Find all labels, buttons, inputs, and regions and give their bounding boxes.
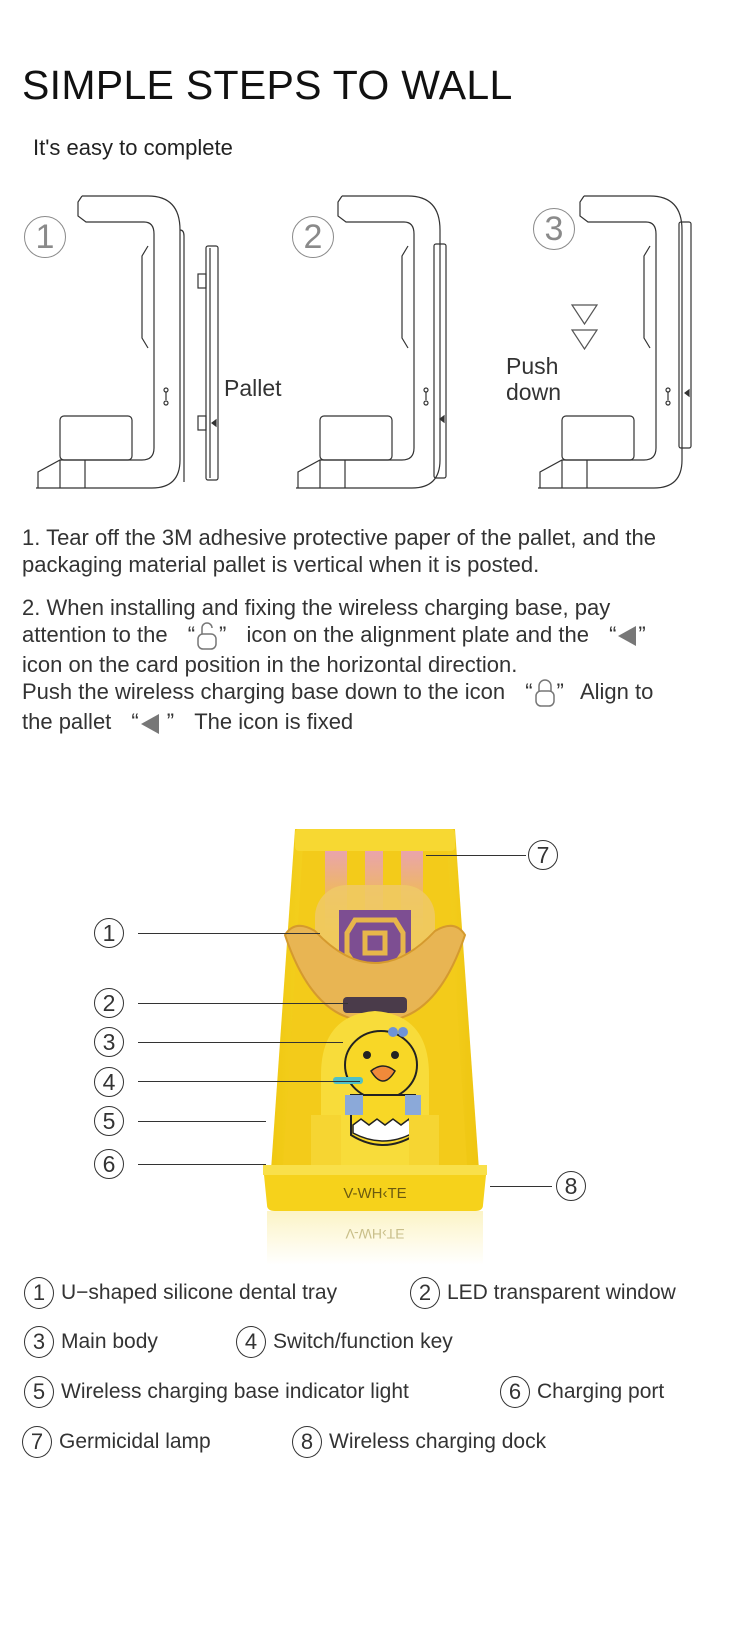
callout-line-7 bbox=[426, 855, 526, 856]
instruction-2-line-1: 2. When installing and fixing the wireless charging base, pay bbox=[22, 595, 611, 620]
step-diagrams bbox=[0, 190, 750, 495]
callout-line-2 bbox=[138, 1003, 348, 1004]
quote: ” bbox=[638, 622, 646, 647]
instruction-2-line-5 bbox=[22, 708, 732, 735]
legend-label: Wireless charging dock bbox=[329, 1430, 547, 1453]
legend-number: 4 bbox=[236, 1326, 266, 1358]
legend-item-8 bbox=[292, 1426, 546, 1458]
legend-label: Switch/function key bbox=[273, 1330, 453, 1353]
callout-1: 1 bbox=[94, 918, 124, 948]
instruction-2-line-2 bbox=[22, 621, 732, 651]
text: attention to the bbox=[22, 622, 168, 647]
pallet-label: Pallet bbox=[224, 375, 282, 401]
text: icon on the alignment plate and the bbox=[246, 622, 589, 647]
callout-line-1 bbox=[138, 933, 320, 934]
legend-label: Wireless charging base indicator light bbox=[61, 1380, 409, 1403]
quote: ” bbox=[166, 709, 175, 735]
step-number-2: 2 bbox=[292, 216, 334, 258]
legend-number: 6 bbox=[500, 1376, 530, 1408]
legend-label: Germicidal lamp bbox=[59, 1430, 211, 1453]
page-title: SIMPLE STEPS TO WALL bbox=[22, 62, 513, 108]
push-down-line-2: down bbox=[506, 379, 561, 405]
callout-line-8 bbox=[490, 1186, 552, 1187]
legend-label: U−shaped silicone dental tray bbox=[61, 1281, 338, 1304]
left-triangle-icon bbox=[139, 712, 161, 736]
callout-3: 3 bbox=[94, 1027, 124, 1057]
callout-7: 7 bbox=[528, 840, 558, 870]
instruction-1-line-1: 1. Tear off the 3M adhesive protective paper of the pallet, and the bbox=[22, 525, 656, 550]
legend-number: 5 bbox=[24, 1376, 54, 1408]
legend-item-5 bbox=[24, 1376, 409, 1408]
callout-6: 6 bbox=[94, 1149, 124, 1179]
quote: “ bbox=[609, 622, 617, 647]
legend-item-1 bbox=[24, 1277, 337, 1309]
legend-item-4 bbox=[236, 1326, 453, 1358]
quote: ” bbox=[556, 679, 564, 705]
brand-logo: V-WH‹TE bbox=[343, 1185, 407, 1202]
callout-4: 4 bbox=[94, 1067, 124, 1097]
legend-item-7 bbox=[22, 1426, 211, 1458]
text: Push the wireless charging base down to the icon bbox=[22, 679, 506, 705]
legend-number: 2 bbox=[410, 1277, 440, 1309]
pallet-drawing bbox=[196, 244, 220, 484]
callout-line-5 bbox=[138, 1121, 266, 1122]
step-number-3: 3 bbox=[533, 208, 575, 250]
quote: “ bbox=[525, 679, 533, 705]
callout-line-3 bbox=[138, 1042, 343, 1043]
text: The icon is fixed bbox=[194, 709, 354, 735]
legend-item-6 bbox=[500, 1376, 664, 1408]
left-triangle-icon bbox=[616, 624, 638, 648]
wall-mount-drawing-2 bbox=[290, 190, 450, 490]
callout-8: 8 bbox=[556, 1171, 586, 1201]
lock-icon bbox=[533, 678, 557, 708]
sterilizer-illustration bbox=[255, 825, 495, 1265]
push-down-line-1: Push bbox=[506, 353, 559, 379]
product-image bbox=[255, 825, 495, 1265]
legend-number: 1 bbox=[24, 1277, 54, 1309]
step-number-1: 1 bbox=[24, 216, 66, 258]
legend-item-2 bbox=[410, 1277, 676, 1309]
instruction-2-line-4 bbox=[22, 678, 732, 708]
instruction-2-line-3: icon on the card position in the horizontal direction. bbox=[22, 652, 518, 678]
text: the pallet bbox=[22, 709, 112, 735]
callout-line-4 bbox=[138, 1081, 360, 1082]
callout-line-6 bbox=[138, 1164, 266, 1165]
wall-mount-drawing-3 bbox=[532, 190, 697, 490]
instruction-1-line-2: packaging material pallet is vertical when it is posted. bbox=[22, 552, 540, 577]
legend-label: Charging port bbox=[537, 1380, 665, 1403]
legend-label: LED transparent window bbox=[447, 1281, 676, 1304]
legend-number: 8 bbox=[292, 1426, 322, 1458]
legend-item-3 bbox=[24, 1326, 158, 1358]
legend-number: 7 bbox=[22, 1426, 52, 1458]
quote: “ bbox=[187, 622, 196, 647]
text: Align to bbox=[579, 679, 654, 705]
brand-logo-reflection: V-WH‹TE bbox=[345, 1226, 405, 1242]
instruction-1 bbox=[22, 524, 732, 578]
legend-number: 3 bbox=[24, 1326, 54, 1358]
quote: ” bbox=[219, 622, 227, 647]
unlock-icon bbox=[195, 621, 219, 651]
quote: “ bbox=[131, 709, 139, 735]
callout-5: 5 bbox=[94, 1106, 124, 1136]
page-subtitle: It's easy to complete bbox=[33, 135, 233, 160]
legend-label: Main body bbox=[61, 1330, 158, 1353]
callout-2: 2 bbox=[94, 988, 124, 1018]
instruction-2 bbox=[22, 594, 732, 736]
